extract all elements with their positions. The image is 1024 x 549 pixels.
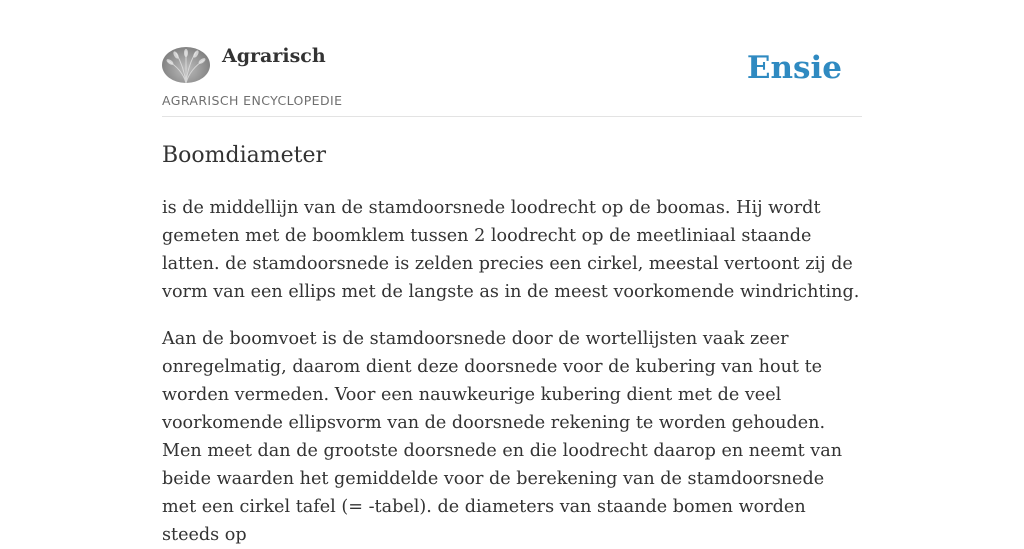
article-paragraph-2: Aan de boomvoet is de stamdoorsnede door de wortellijsten vaak zeer onregelmatig, daarom dient deze doorsnede voor de kubering van hout te worden vermeden. Voor een nauwkeurige kubering dient met de veel voorkomende ellipsvorm van de doorsnede rekening te worden gehouden. Men meet dan de grootste doorsnede en die loodrecht daarop en neemt van beide waarden het gemiddelde voor de berekening van de stamdoorsnede met een cirkel tafel (= -tabel). de diameters van staande bomen worden steeds op bbox=[162, 329, 843, 545]
wheat-logo-icon[interactable] bbox=[162, 47, 210, 83]
page bbox=[162, 0, 862, 549]
article-title: Boomdiameter bbox=[162, 143, 327, 168]
article-paragraph-1: is de middellijn van de stamdoorsnede loodrecht op de boomas. Hij wordt gemeten met de boomklem tussen 2 loodrecht op de meetliniaal staande latten. de stamdoorsnede is zelden precies een cirkel, meestal vertoont zij de vorm van een ellips met de langste as in de meest voorkomende windrichting. bbox=[162, 198, 860, 302]
ensie-brand-link[interactable]: Ensie bbox=[746, 50, 842, 86]
site-title[interactable]: Agrarisch bbox=[222, 45, 326, 67]
site-subtitle: AGRARISCH ENCYCLOPEDIE bbox=[162, 93, 343, 108]
site-header bbox=[162, 0, 862, 117]
article bbox=[162, 142, 862, 549]
